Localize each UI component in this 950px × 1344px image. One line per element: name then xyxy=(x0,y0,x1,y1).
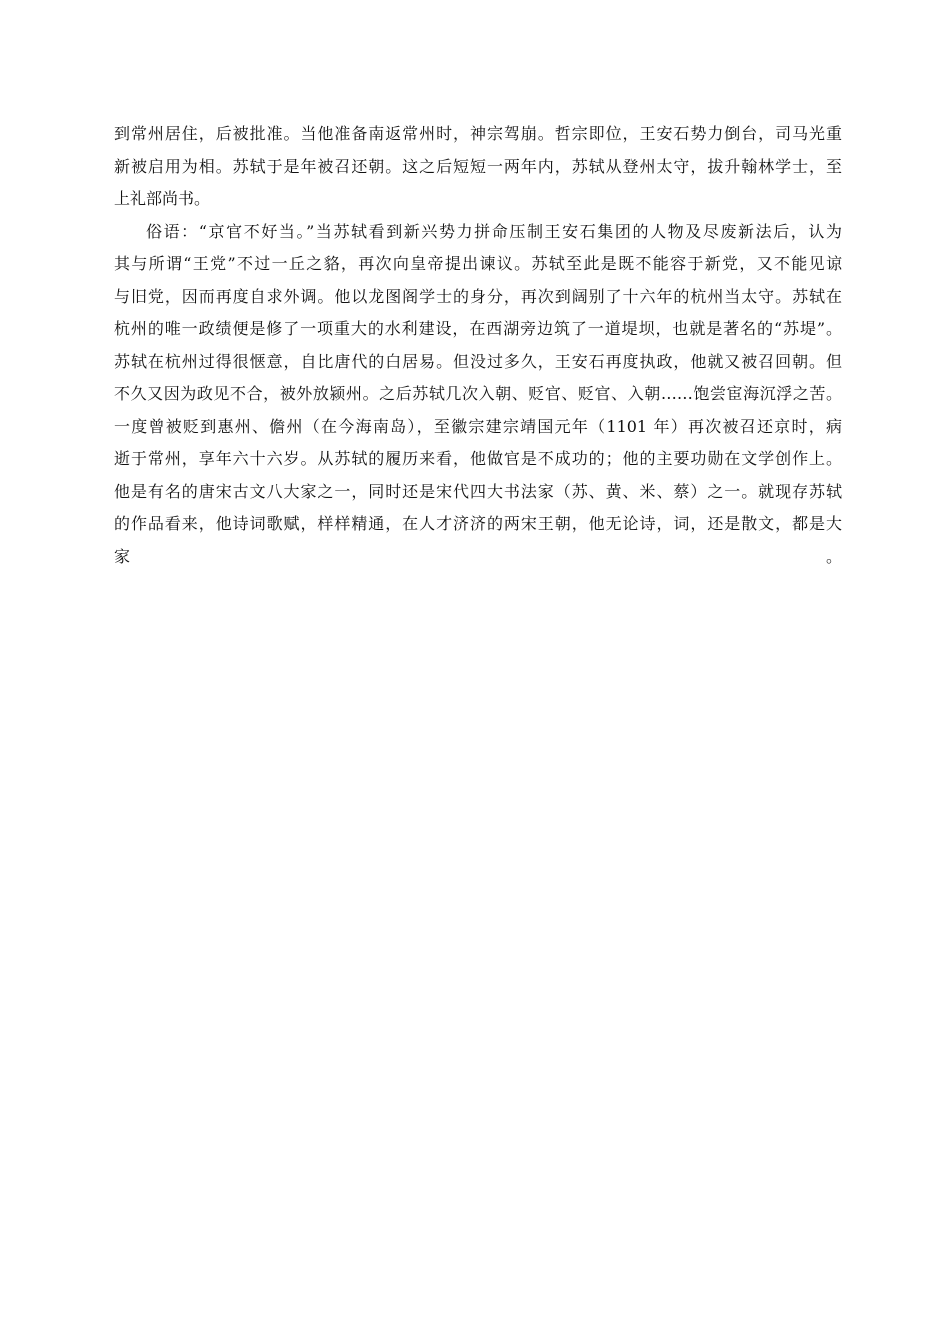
text-line: 他是有名的唐宋古文八大家之一，同时还是宋代四大书法家（苏、黄、米、蔡）之一。就现存苏轼 xyxy=(114,481,842,501)
body-text xyxy=(114,118,842,606)
text-line: 上礼部尚书。 xyxy=(114,189,211,208)
text-line: 逝于常州，享年六十六岁。从苏轼的履历来看，他做官是不成功的；他的主要功勋在文学创作上。 xyxy=(114,449,842,468)
paragraph-1 xyxy=(114,118,842,216)
text-line: 一度曾被贬到惠州、儋州（在今海南岛），至徽宗建宗靖国元年（1101 年）再次被召还京时，病 xyxy=(114,416,842,436)
text-line: 俗语：“京官不好当。”当苏轼看到新兴势力拼命压制王安石集团的人物及尽废新法后，认为 xyxy=(146,221,842,241)
text-line: 苏轼在杭州过得很惬意，自比唐代的白居易。但没过多久，王安石再度执政，他就又被召回朝。但 xyxy=(114,351,842,371)
text-line: 与旧党，因而再度自求外调。他以龙图阁学士的身分，再次到阔别了十六年的杭州当太守。苏轼在 xyxy=(114,286,842,306)
text-line: 杭州的唯一政绩便是修了一项重大的水利建设，在西湖旁边筑了一道堤坝，也就是著名的“苏堤”。 xyxy=(114,319,842,338)
paragraph-2 xyxy=(114,216,842,606)
text-line: 不久又因为政见不合，被外放颍州。之后苏轼几次入朝、贬官、贬官、入朝……饱尝宦海沉浮之苦。 xyxy=(114,384,842,403)
text-line: 家。 xyxy=(114,546,842,566)
text-line: 新被启用为相。苏轼于是年被召还朝。这之后短短一两年内，苏轼从登州太守，拔升翰林学士，至 xyxy=(114,156,842,176)
text-line: 的作品看来，他诗词歌赋，样样精通，在人才济济的两宋王朝，他无论诗，词，还是散文，都是大 xyxy=(114,514,842,533)
text-line xyxy=(114,573,842,606)
text-line: 其与所谓“王党”不过一丘之貉，再次向皇帝提出谏议。苏轼至此是既不能容于新党，又不能见谅 xyxy=(114,254,842,273)
text-line: 到常州居住，后被批准。当他准备南返常州时，神宗驾崩。哲宗即位，王安石势力倒台，司马光重 xyxy=(114,124,842,143)
